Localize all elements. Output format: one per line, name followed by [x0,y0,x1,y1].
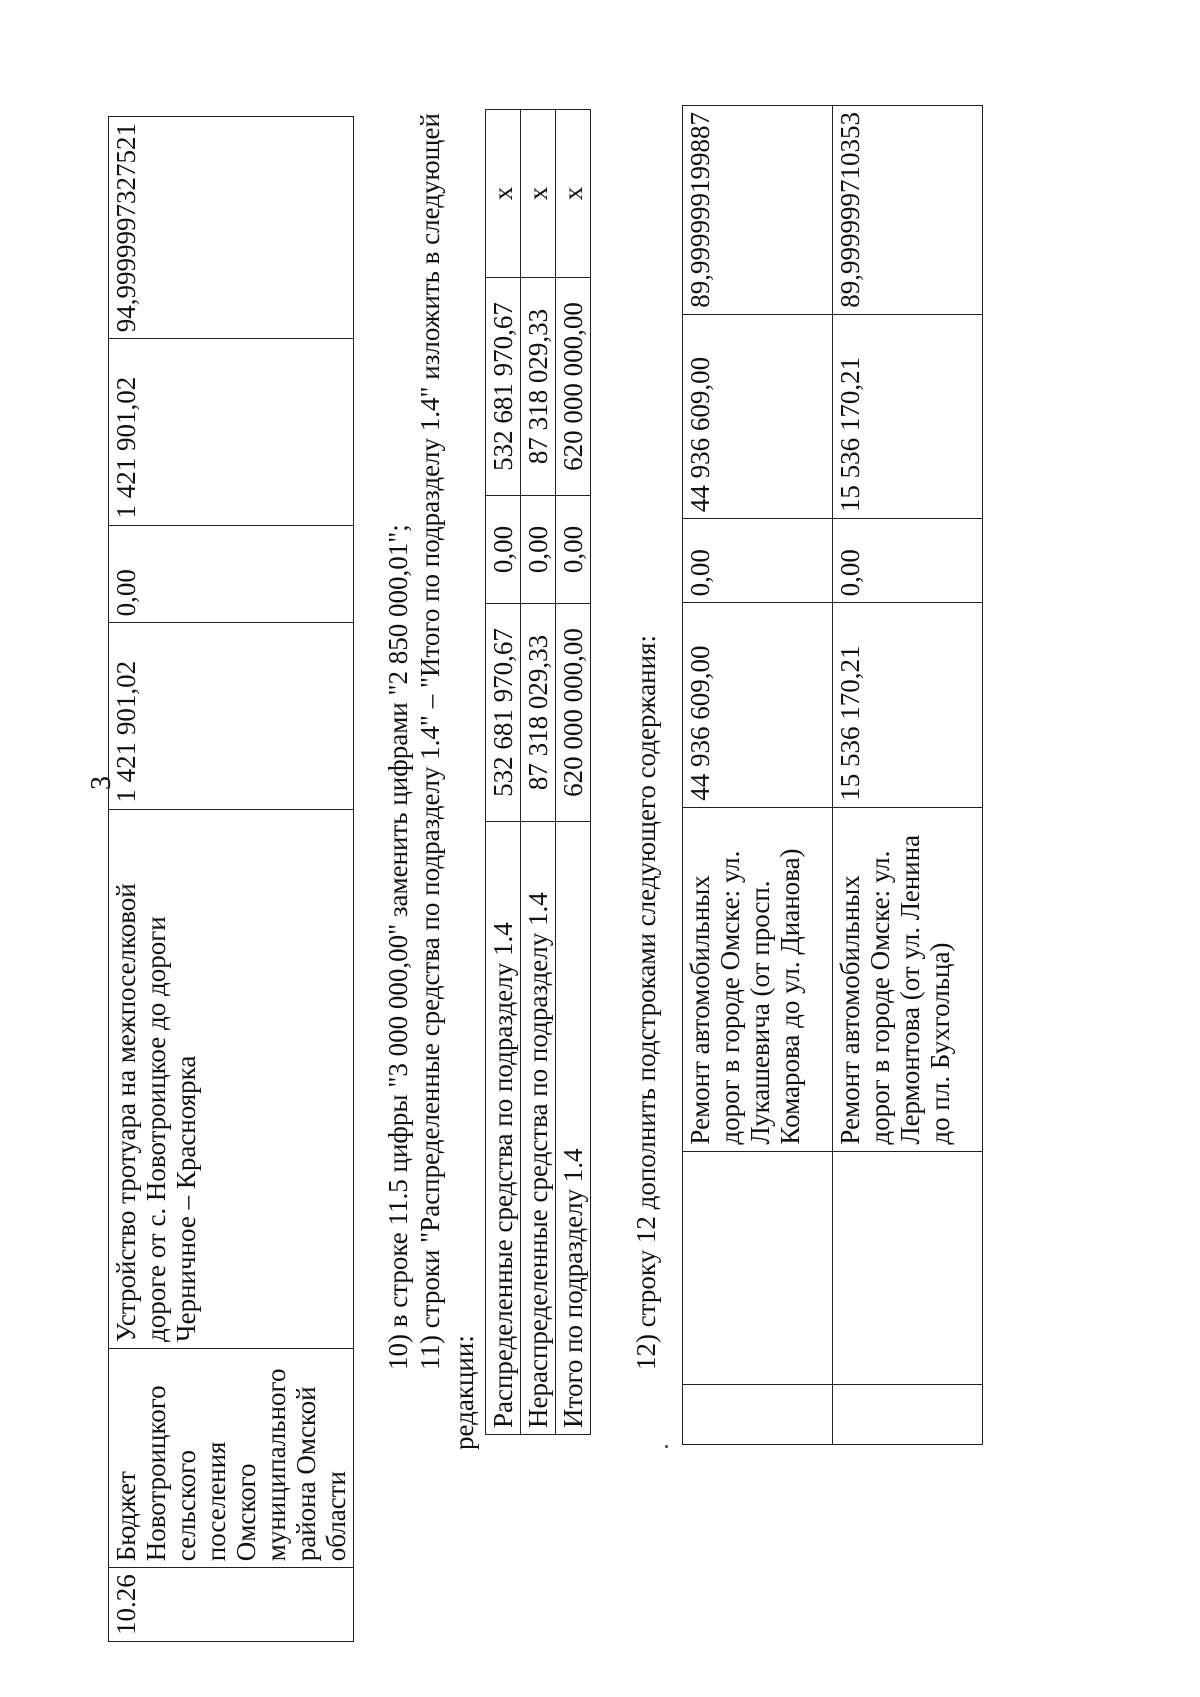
value-cell: 0,00 [521,496,556,604]
table-row [683,106,833,1445]
value-cell-1: 1 421 901,02 [109,623,354,809]
paragraph-11-line2: редакции: [449,1335,479,1450]
paragraph-12: 12) строку 12 дополнить подстроками следующего содержания: [631,635,661,1370]
value-cell: 620 000 000,00 [556,278,591,496]
value-cell: 620 000 000,00 [556,604,591,822]
value-cell: x [521,110,556,278]
row-label: Нераспределенные средства по подразделу 1.4 [521,822,556,1435]
paragraph-10: 10) в строке 11.5 цифры "3 000 000,00" заменить цифрами "2 850 000,01"; [383,524,413,1370]
value-cell-1: 15 536 170,21 [833,603,983,807]
budget-cell [683,1151,833,1384]
value-cell-4: 89,999999199887 [683,106,833,315]
row-number [683,1384,833,1444]
table-additional-subrows [682,105,983,1445]
table-row [833,106,983,1445]
table-budget-row-10-26 [108,116,354,1642]
row-label: Итого по подразделу 1.4 [556,822,591,1435]
value-cell-2: 0,00 [109,525,354,623]
value-cell-2: 0,00 [833,519,983,603]
row-number [833,1384,983,1444]
table-subsection-1-4 [485,109,591,1435]
page-number: 3 [86,776,117,790]
budget-cell [833,1151,983,1384]
rotated-page-content [60,60,1160,1660]
value-cell-1: 44 936 609,00 [683,603,833,807]
object-cell: Устройство тротуара на межпоселковой дороге от с. Новотроицкое до дороги Черничное – Красноярка [109,809,354,1348]
value-cell-3: 1 421 901,02 [109,339,354,525]
value-cell: 87 318 029,33 [521,278,556,496]
value-cell: 532 681 970,67 [486,604,521,822]
table-row [556,110,591,1435]
value-cell: x [556,110,591,278]
budget-cell: Бюджет Новотроицкого сельского поселения Омского муниципального района Омской области [109,1348,354,1567]
object-cell: Ремонт автомобильных дорог в городе Омске: ул. Лермонтова (от ул. Ленина до пл. Бухгольца) [833,807,983,1151]
table-row [486,110,521,1435]
value-cell: 0,00 [556,496,591,604]
value-cell-3: 15 536 170,21 [833,314,983,518]
value-cell-4: 89,999999710353 [833,106,983,315]
value-cell: x [486,110,521,278]
value-cell: 532 681 970,67 [486,278,521,496]
value-cell-4: 94,9999997327521 [109,117,354,339]
object-cell: Ремонт автомобильных дорог в городе Омске: ул. Лукашевича (от просп. Комарова до ул. Дианова) [683,807,833,1151]
row-number: 10.26 [109,1568,354,1642]
value-cell-3: 44 936 609,00 [683,314,833,518]
table-row [109,117,354,1642]
value-cell-2: 0,00 [683,519,833,603]
value-cell: 0,00 [486,496,521,604]
paragraph-11-line1: 11) строки "Распределенные средства по подразделу 1.4" – "Итого по подразделу 1.4" изложить в следующей [415,113,445,1370]
table-row [521,110,556,1435]
scan-speck [665,1445,668,1448]
value-cell: 87 318 029,33 [521,604,556,822]
row-label: Распределенные средства по подразделу 1.4 [486,822,521,1435]
